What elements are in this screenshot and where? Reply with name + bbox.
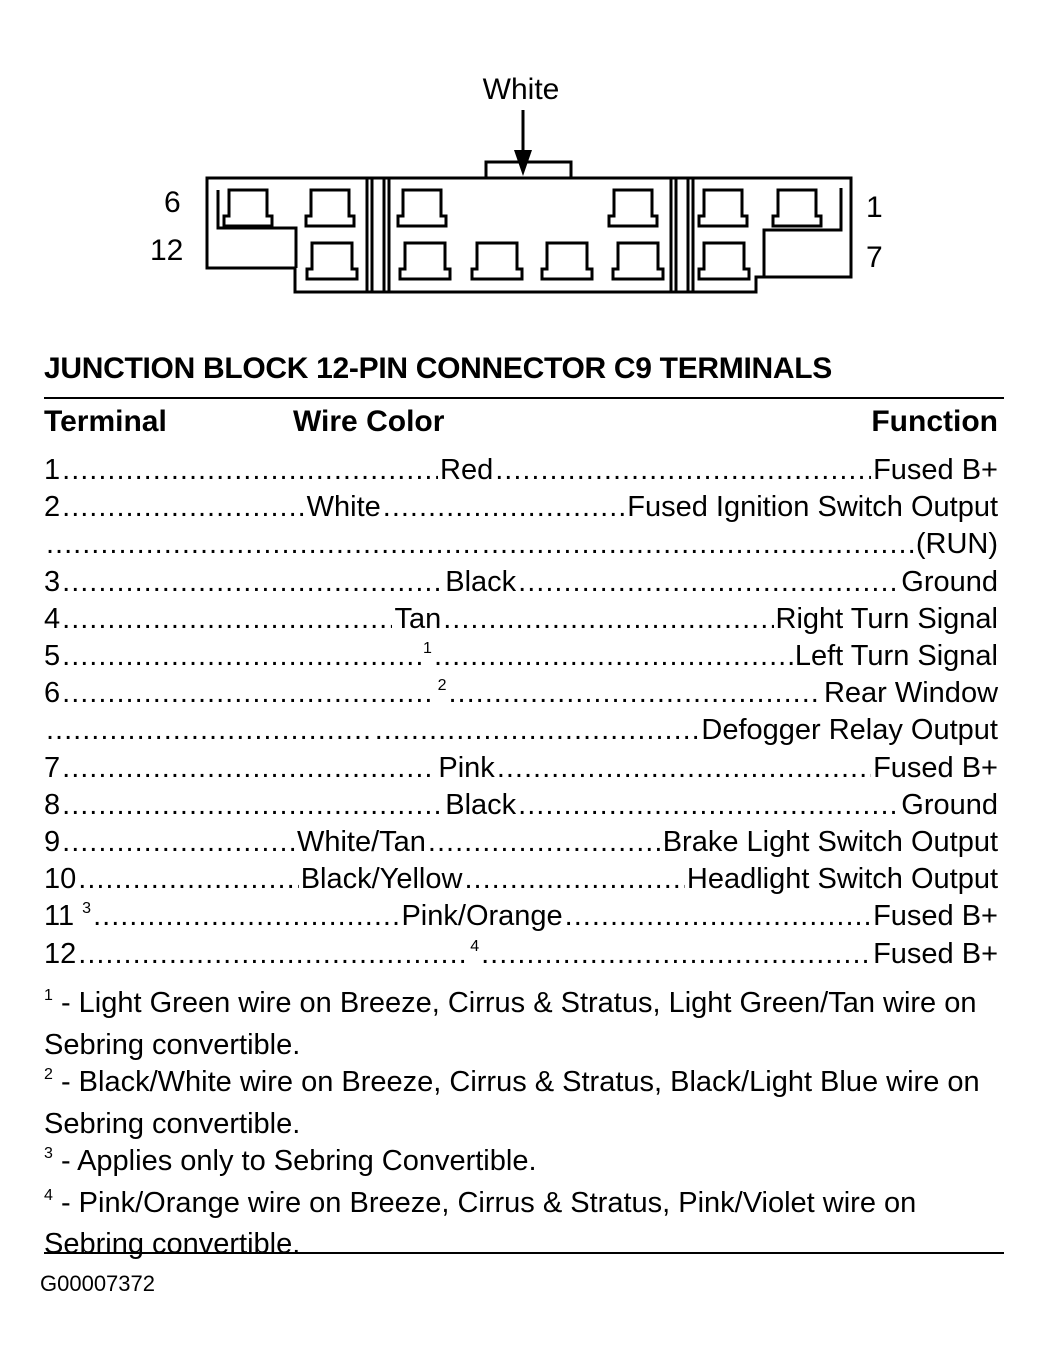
wire-color — [423, 642, 432, 671]
connector-housing — [207, 162, 851, 292]
function-text: (RUN) — [915, 528, 998, 561]
dot-leader — [46, 716, 371, 745]
table-title: JUNCTION BLOCK 12-PIN CONNECTOR C9 TERMINALS — [44, 352, 832, 385]
connector-pins — [224, 190, 821, 279]
terminal-text: 1 — [44, 454, 61, 487]
terminal-footnote-mark: 3 — [82, 900, 92, 918]
wire-color — [438, 751, 495, 784]
wire-color-text: White/Tan — [296, 825, 426, 858]
dot-leader — [449, 679, 822, 708]
pin-cavity — [542, 243, 592, 279]
dot-leader — [482, 530, 914, 559]
footnote-text: - Applies only to Sebring Convertible. — [52, 1145, 537, 1177]
pin-cavity — [699, 190, 747, 226]
pin-cavity — [400, 243, 450, 279]
terminal-number — [44, 642, 60, 671]
figure-id: G00007372 — [40, 1271, 155, 1296]
wire-color — [301, 865, 463, 894]
terminal-number — [44, 565, 61, 598]
dot-leader — [375, 716, 700, 745]
table-row — [44, 787, 998, 824]
table-row — [44, 824, 998, 861]
wire-color-text: Pink — [438, 751, 495, 784]
wire-color-text: Black — [445, 565, 517, 598]
pin-label-7: 7 — [866, 241, 883, 274]
footnote-text: - Pink/Orange wire on Breeze, Cirrus & Stratus, Pink/Violet wire on Sebring convertible. — [44, 1186, 917, 1260]
footnote-mark: 4 — [44, 1186, 53, 1204]
dot-leader — [495, 456, 871, 485]
terminal-text: 10 — [44, 863, 77, 896]
function-text: Right Turn Signal — [775, 602, 998, 635]
dot-leader — [93, 902, 399, 931]
terminal-number — [44, 902, 91, 931]
wire-color — [307, 493, 381, 522]
function-text: Left Turn Signal — [794, 640, 998, 673]
table-row — [44, 750, 998, 787]
wire-color — [470, 937, 480, 969]
pin-cavity — [307, 243, 357, 279]
footer-divider — [44, 1252, 1004, 1254]
table-row — [44, 526, 998, 563]
dot-leader — [62, 493, 304, 522]
function-text: Ground — [901, 788, 999, 821]
wire-footnote-mark: 2 — [437, 677, 447, 695]
footnote — [44, 985, 1004, 1064]
dot-leader — [62, 791, 443, 820]
footnote-mark: 3 — [44, 1145, 53, 1162]
table-row — [44, 564, 998, 601]
table-row — [44, 898, 998, 935]
dot-leader — [62, 642, 421, 671]
table-row — [44, 935, 998, 972]
table-row — [44, 489, 998, 526]
terminal-number — [44, 679, 60, 708]
pin-label-1: 1 — [866, 191, 883, 224]
title-divider — [44, 397, 1004, 399]
table-row — [44, 452, 998, 489]
terminal-number — [44, 493, 60, 522]
wire-color-text: Black — [445, 788, 517, 821]
dot-leader — [434, 642, 793, 671]
dot-leader — [78, 940, 468, 969]
function-text: Fused B+ — [873, 751, 998, 784]
dot-leader — [481, 940, 871, 969]
pin-label-12: 12 — [150, 234, 184, 267]
header-wire-color: Wire Color — [293, 405, 445, 438]
footnote-text: - Black/White wire on Breeze, Cirrus & Stratus, Black/Light Blue wire on Sebring convertible. — [44, 1066, 980, 1140]
footnotes — [44, 985, 1004, 1264]
table-row — [44, 712, 998, 749]
terminal-text: 6 — [44, 677, 61, 710]
dot-leader — [62, 456, 438, 485]
pin-cavity — [306, 190, 354, 226]
wire-color-text: Tan — [394, 602, 442, 635]
header-terminal: Terminal — [44, 405, 167, 438]
terminal-text: 9 — [44, 825, 61, 858]
dot-leader — [443, 605, 773, 634]
wire-color — [394, 602, 442, 635]
terminal-text: 5 — [44, 640, 61, 673]
function-text: Fused Ignition Switch Output — [627, 491, 999, 524]
wire-label: White — [482, 73, 560, 106]
pin-cavity — [699, 243, 749, 279]
terminal-number — [44, 865, 76, 894]
header-function: Function — [871, 405, 998, 438]
pin-cavity — [773, 190, 821, 226]
wire-footnote-mark: 4 — [470, 937, 480, 955]
table-row — [44, 675, 998, 712]
pin-label-6: 6 — [164, 186, 181, 219]
dot-leader — [62, 605, 392, 634]
terminal-number — [44, 825, 61, 858]
table-row — [44, 638, 998, 675]
pin-cavity — [609, 190, 657, 226]
footnote — [44, 1143, 1004, 1185]
function-text: Defogger Relay Output — [701, 714, 998, 747]
pin-cavity — [398, 190, 446, 226]
dot-leader — [62, 679, 435, 708]
dot-leader — [518, 568, 899, 597]
terminal-number — [44, 937, 77, 970]
pin-cavity — [472, 243, 522, 279]
wire-color-text: Red — [440, 454, 494, 487]
table-row — [44, 601, 998, 638]
footnote — [44, 1064, 1004, 1143]
wire-footnote-mark: 1 — [423, 640, 432, 658]
wire-color — [445, 788, 517, 821]
dot-leader — [428, 828, 661, 857]
terminal-text: 4 — [44, 602, 61, 635]
terminal-table — [44, 452, 998, 973]
wire-color-text: White — [306, 491, 381, 524]
dot-leader — [62, 754, 436, 783]
pin-cavity — [224, 190, 272, 226]
terminal-text: 3 — [44, 565, 61, 598]
footnote-mark: 2 — [44, 1066, 53, 1083]
wire-color — [438, 679, 447, 708]
dot-leader — [464, 865, 684, 894]
pin-cavity — [613, 243, 663, 279]
function-text: Rear Window — [823, 677, 999, 710]
footnote-mark: 1 — [44, 987, 53, 1004]
dot-leader — [62, 568, 443, 597]
terminal-text: 2 — [44, 491, 61, 524]
function-text: Fused B+ — [873, 900, 998, 933]
dot-leader — [78, 865, 298, 894]
dot-leader — [518, 791, 899, 820]
table-header — [44, 405, 998, 441]
terminal-text: 7 — [44, 751, 61, 784]
wire-color — [445, 565, 517, 598]
dot-leader — [383, 493, 625, 522]
terminal-number — [44, 788, 61, 821]
function-text: Headlight Switch Output — [686, 863, 999, 896]
wire-color — [401, 902, 562, 931]
wire-arrow — [514, 110, 532, 176]
table-row — [44, 861, 998, 898]
dot-leader — [565, 902, 871, 931]
terminal-number — [44, 751, 61, 784]
dot-leader — [497, 754, 871, 783]
wire-color — [296, 825, 426, 858]
connector-diagram — [0, 0, 1041, 340]
function-text: Brake Light Switch Output — [662, 825, 999, 858]
terminal-text: 11 — [44, 900, 75, 933]
terminal-number — [44, 602, 61, 635]
footnote-text: - Light Green wire on Breeze, Cirrus & Stratus, Light Green/Tan wire on Sebring convertible. — [44, 987, 977, 1061]
function-text: Ground — [901, 565, 999, 598]
wire-color — [440, 456, 493, 485]
wire-color-text: Black/Yellow — [300, 863, 463, 896]
dot-leader — [62, 828, 295, 857]
function-text: Fused B+ — [873, 937, 999, 970]
dot-leader — [46, 530, 478, 559]
terminal-text: 8 — [44, 788, 61, 821]
terminal-text: 12 — [44, 937, 77, 970]
function-text: Fused B+ — [873, 454, 998, 487]
wire-color-text: Pink/Orange — [401, 900, 563, 933]
terminal-number — [44, 456, 60, 485]
